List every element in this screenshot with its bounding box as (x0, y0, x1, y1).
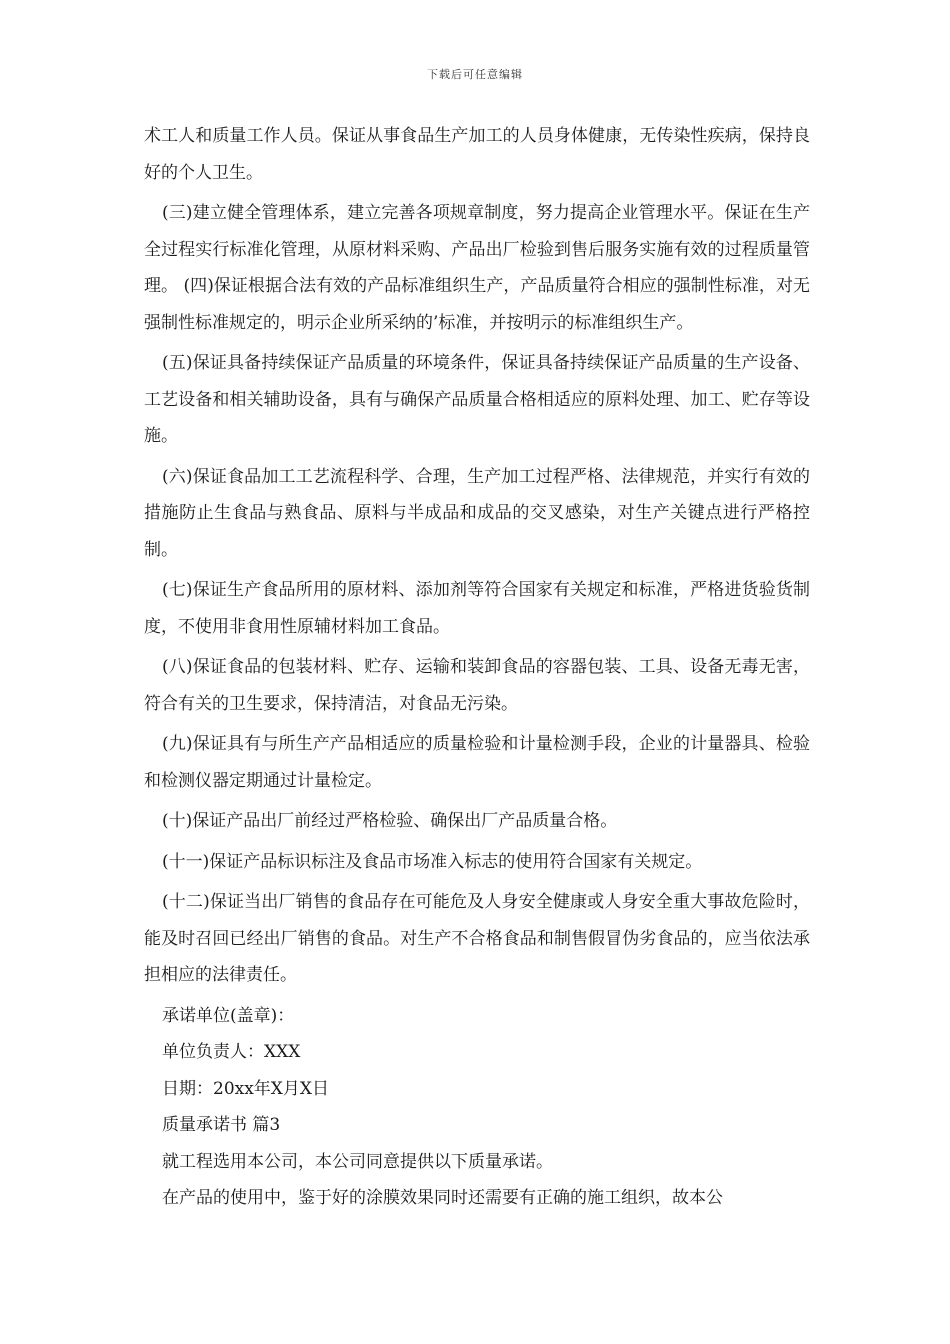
signature-person: 单位负责人：XXX (162, 1042, 301, 1062)
paragraph-7: (九)保证具有与所生产产品相适应的质量检验和计量检测手段，企业的计量器具、检验和检测仪器定期通过计量检定。 (144, 734, 810, 791)
paragraph-9: (十一)保证产品标识标注及食品市场准入标志的使用符合国家有关规定。 (162, 851, 703, 872)
section-title: 质量承诺书 篇3 (162, 1115, 281, 1135)
signature-unit: 承诺单位(盖章)： (162, 1005, 295, 1026)
paragraph-2: (三)建立健全管理体系，建立完善各项规章制度，努力提高企业管理水平。保证在生产全过程实行标准化管理，从原材料采购、产品出厂检验到售后服务实施有效的过程质量管理。 (四)保证根据合法有效的产品标准组织生产，产品质量符合相应的强制性标准，对无强制性标准规定的，明示企业所采纳的’标准，并按明示的标准组织生产。 (144, 203, 810, 333)
document-body (144, 118, 810, 1217)
paragraph-5: (七)保证生产食品所用的原材料、添加剂等符合国家有关规定和标准，严格进货验货制度，不使用非食用性原辅材料加工食品。 (144, 580, 810, 637)
paragraph-4: (六)保证食品加工工艺流程科学、合理，生产加工过程严格、法律规范，并实行有效的措施防止生食品与熟食品、原料与半成品和成品的交叉感染，对生产关键点进行严格控制。 (144, 466, 810, 560)
closing-line-1: 就工程选用本公司，本公司同意提供以下质量承诺。 (162, 1151, 553, 1172)
closing-line-2: 在产品的使用中，鉴于好的涂膜效果同时还需要有正确的施工组织，故本公 (162, 1188, 723, 1208)
signature-date: 日期：20xx年X月X日 (162, 1078, 330, 1099)
paragraph-3: (五)保证具备持续保证产品质量的环境条件，保证具备持续保证产品质量的生产设备、工艺设备和相关辅助设备，具有与确保产品质量合格相适应的原料处理、加工、贮存等设施。 (144, 353, 810, 446)
paragraph-8: (十)保证产品出厂前经过严格检验、确保出厂产品质量合格。 (162, 811, 618, 831)
paragraph-10: (十二)保证当出厂销售的食品存在可能危及人身安全健康或人身安全重大事故危险时，能及时召回已经出厂销售的食品。对生产不合格食品和制售假冒伪劣食品的，应当依法承担相应的法律责任。 (144, 892, 810, 985)
page-header: 下载后可任意编辑 (427, 68, 523, 81)
paragraph-1: 术工人和质量工作人员。保证从事食品生产加工的人员身体健康，无传染性疾病，保持良好的个人卫生。 (144, 126, 810, 183)
paragraph-6: (八)保证食品的包装材料、贮存、运输和装卸食品的容器包装、工具、设备无毒无害，符合有关的卫生要求，保持清洁，对食品无污染。 (144, 657, 810, 714)
